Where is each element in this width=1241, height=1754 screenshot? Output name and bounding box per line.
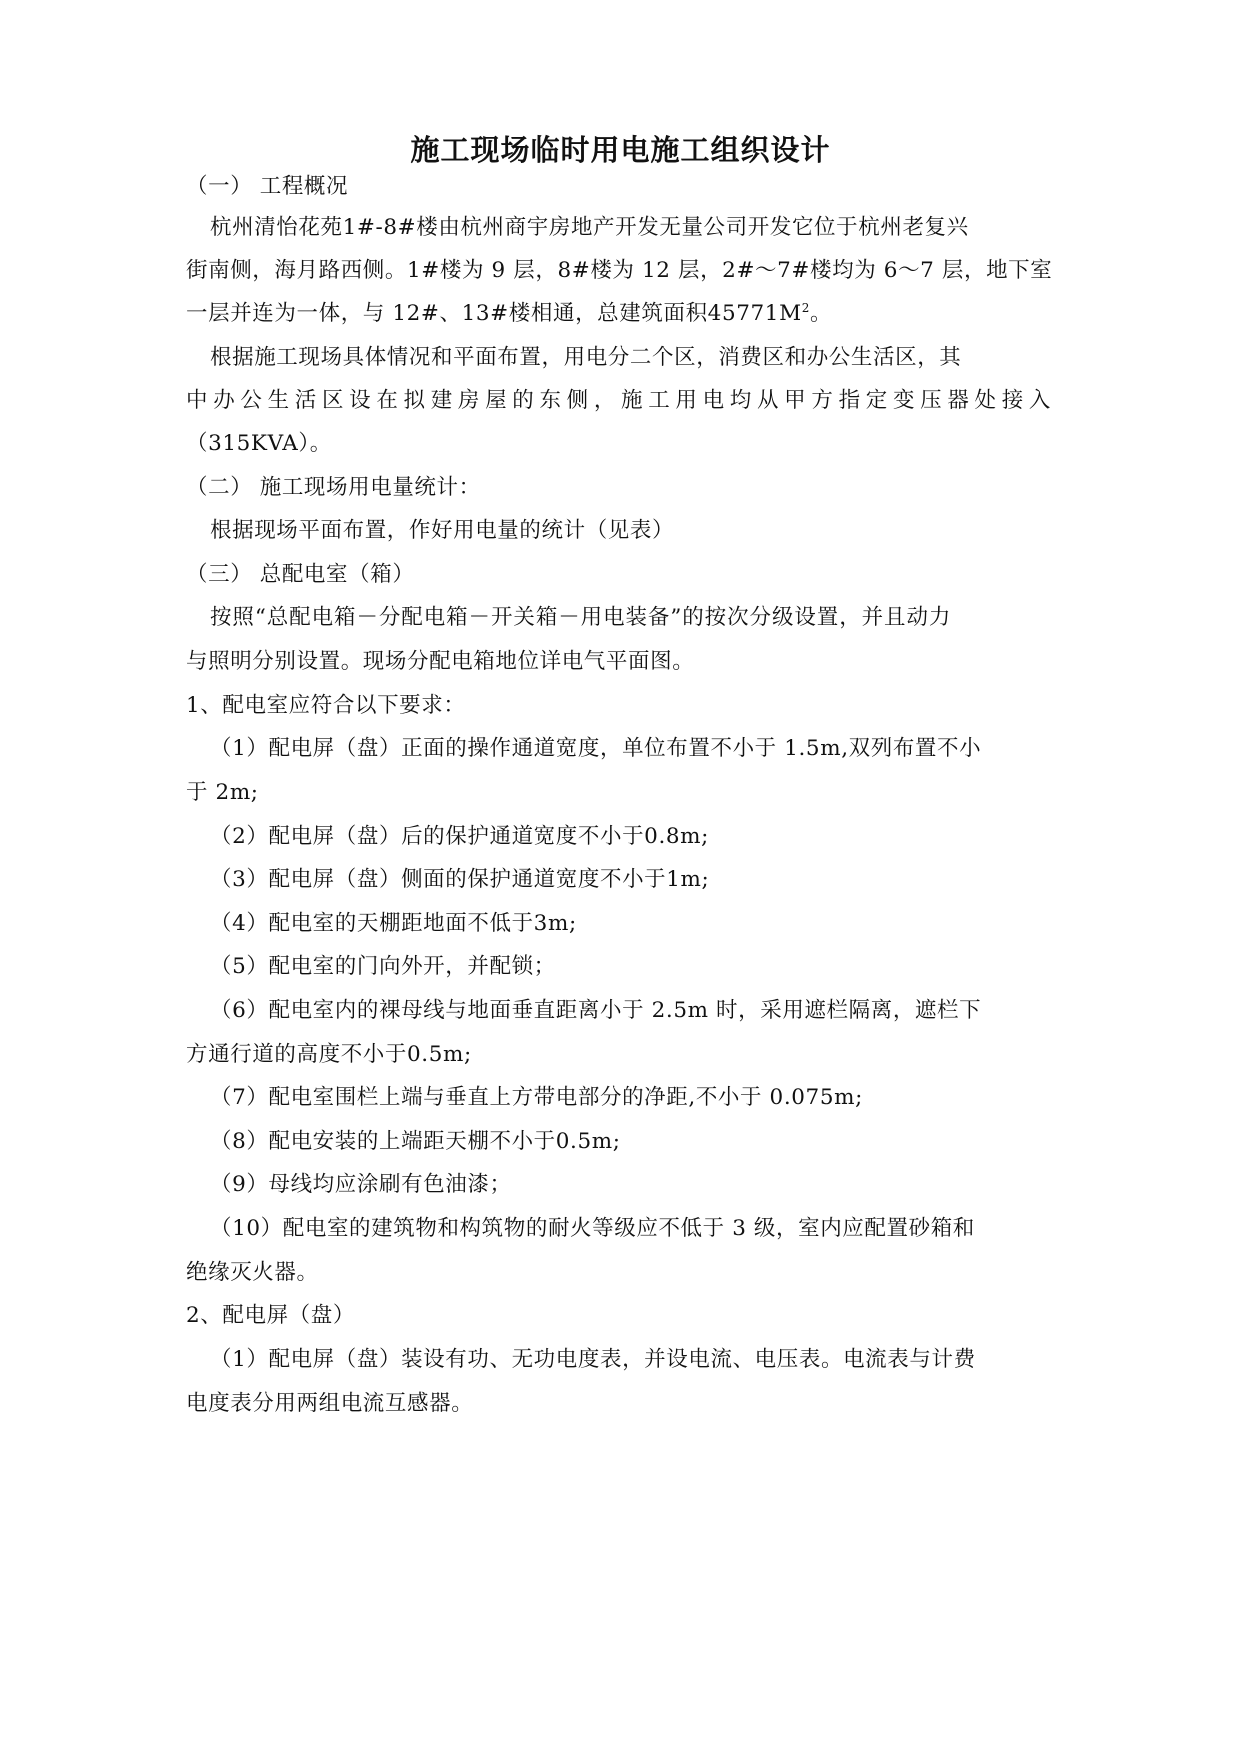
paragraph-line: （315KVA）。 [186, 431, 332, 456]
list-item: （1）配电屏（盘）装设有功、无功电度表，并设电流、电压表。电流表与计费 [210, 1347, 976, 1372]
section-heading-2: （二） 施工现场用电量统计： [186, 475, 481, 500]
paragraph-line: 杭州清怡花苑1#-8#楼由杭州商宇房地产开发无量公司开发它位于杭州老复兴 [210, 215, 969, 240]
paragraph-line: 街南侧，海月路西侧。1#楼为 9 层，8#楼为 12 层，2#～7#楼均为 6～7 层，地下室 [186, 258, 1053, 283]
paragraph-line: 与照明分别设置。现场分配电箱地位详电气平面图。 [186, 649, 695, 674]
superscript: 2 [801, 300, 810, 315]
list-item: （1）配电屏（盘）正面的操作通道宽度，单位布置不小于 1.5m,双列布置不小 [210, 736, 982, 761]
list-item-continued: 于 2m; [186, 780, 259, 805]
paragraph-line: 根据施工现场具体情况和平面布置，用电分二个区，消费区和办公生活区，其 [210, 345, 962, 370]
paragraph-text: 一层并连为一体，与 12#、13#楼相通，总建筑面积45771M [186, 301, 802, 326]
paragraph-line: 中办公生活区设在拟建房屋的东侧，施工用电均从甲方指定变压器处接入 [186, 388, 1051, 413]
list-item: （6）配电室内的裸母线与地面垂直距离小于 2.5m 时，采用遮栏隔离，遮栏下 [210, 998, 982, 1023]
paragraph-line: 根据现场平面布置，作好用电量的统计（见表） [210, 518, 675, 543]
list-item-continued: 电度表分用两组电流互感器。 [186, 1391, 474, 1416]
list-item: （10）配电室的建筑物和构筑物的耐火等级应不低于 3 级，室内应配置砂箱和 [210, 1216, 975, 1241]
paragraph-text: 。 [809, 301, 833, 326]
list-item: （9）母线均应涂刷有色油漆； [210, 1172, 512, 1197]
list-item-continued: 绝缘灭火器。 [186, 1260, 319, 1285]
list-item: （8）配电安装的上端距天棚不小于0.5m; [210, 1129, 621, 1154]
document-title: 施工现场临时用电施工组织设计 [410, 133, 831, 167]
subsection-heading: 1、配电室应符合以下要求： [186, 693, 466, 718]
subsection-heading: 2、配电屏（盘） [186, 1303, 355, 1328]
list-item-continued: 方通行道的高度不小于0.5m; [186, 1042, 472, 1067]
paragraph-line [186, 299, 832, 329]
list-item: （5）配电室的门向外开，并配锁； [210, 954, 556, 979]
section-heading-1: （一） 工程概况 [186, 174, 349, 199]
list-item: （7）配电室围栏上端与垂直上方带电部分的净距,不小于 0.075m; [210, 1085, 863, 1110]
paragraph-line: 按照“总配电箱－分配电箱－开关箱－用电装备”的按次分级设置，并且动力 [210, 605, 951, 630]
list-item: （4）配电室的天棚距地面不低于3m; [210, 911, 577, 936]
section-heading-3: （三） 总配电室（箱） [186, 562, 415, 587]
list-item: （2）配电屏（盘）后的保护通道宽度不小于0.8m; [210, 824, 710, 849]
list-item: （3）配电屏（盘）侧面的保护通道宽度不小于1m; [210, 867, 710, 892]
